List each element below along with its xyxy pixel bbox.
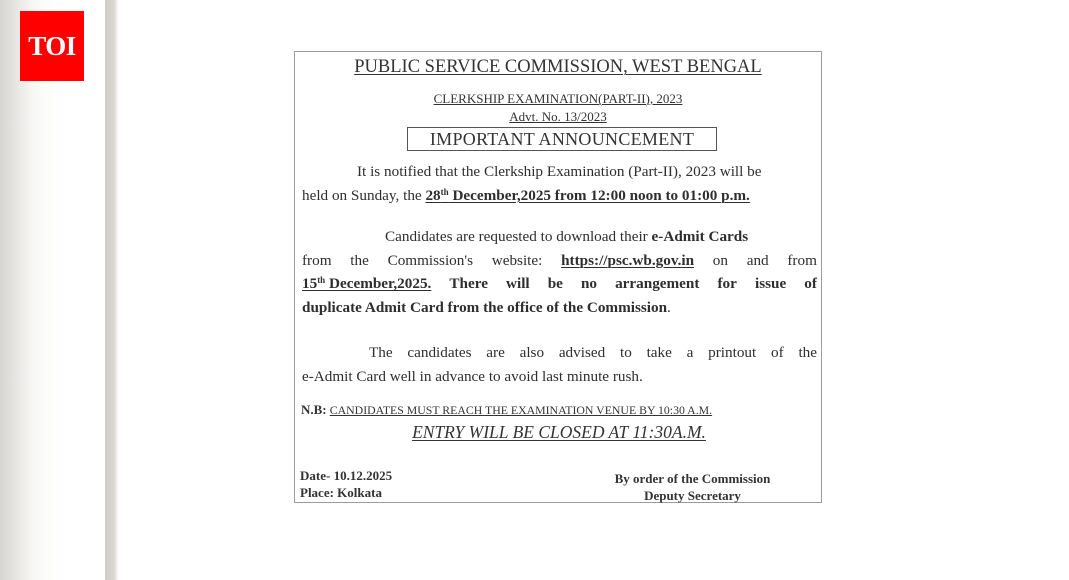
notice-place: Place: Kolkata [300, 485, 382, 500]
word: Commission's [387, 251, 474, 269]
word: are [486, 344, 505, 361]
word: take [646, 344, 672, 361]
exam-title: CLERKSHIP EXAMINATION(PART-II), 2023 [433, 91, 683, 106]
word: advised [558, 344, 606, 361]
word: be [547, 275, 563, 292]
by-order-text: By order of the Commission [614, 471, 771, 486]
para2-line2 [302, 249, 817, 273]
word: on [712, 251, 728, 269]
signature-block [605, 470, 780, 504]
entry-closed-notice: ENTRY WILL BE CLOSED AT 11:30A.M. [412, 422, 706, 442]
nb-label: N.B: [301, 402, 327, 417]
designation: Deputy Secretary [644, 488, 741, 503]
word: a [686, 344, 694, 361]
word: no [580, 275, 598, 292]
left-background-shade [0, 0, 105, 580]
word: of [771, 344, 784, 361]
para1-prefix: held on Sunday, the [302, 186, 426, 204]
notice-date: Date- 10.12.2025 [300, 468, 393, 483]
word: of [804, 275, 817, 292]
word: printout [708, 344, 757, 361]
exam-date-sup: th [440, 186, 449, 197]
duplicate-admit-card-text: duplicate Admit Card from the office of the Commission [302, 298, 668, 316]
nb-note [301, 402, 712, 418]
announcement-heading: IMPORTANT ANNOUNCEMENT [407, 127, 717, 151]
admit-date-day: 15 [302, 275, 318, 292]
para3-line1 [302, 341, 817, 365]
nb-text: CANDIDATES MUST REACH THE EXAMINATION VENUE BY 10:30 A.M. [329, 403, 713, 417]
para1-line1: It is notified that the Clerkship Examination (Part-II), 2023 will be [357, 163, 762, 180]
para3-line2: e-Admit Card well in advance to avoid last minute rush. [302, 367, 643, 385]
toi-logo [20, 11, 84, 81]
paragraph-exam-date [302, 160, 817, 207]
word: the [350, 251, 369, 269]
paragraph-admit-card [302, 225, 817, 319]
word: The [369, 344, 393, 361]
page-edge-shadow [105, 0, 118, 580]
word: and [746, 251, 769, 269]
organization-title: PUBLIC SERVICE COMMISSION, WEST BENGAL [354, 57, 762, 77]
date-place-block [300, 467, 392, 501]
word: for [717, 275, 737, 292]
exam-date-rest: December,2025 from 12:00 noon to 01:00 p.m. [448, 186, 750, 204]
word: from [302, 251, 332, 269]
word: to [619, 344, 632, 361]
word: arrangement [615, 275, 700, 292]
e-admit-cards-text: e-Admit Cards [651, 228, 749, 245]
para2-line4 [302, 296, 817, 320]
notice-box [294, 51, 822, 503]
word: candidates [407, 344, 472, 361]
para2-line1 [302, 225, 817, 249]
para2-line1-text: Candidates are requested to download their [385, 228, 652, 245]
word: issue [754, 275, 787, 292]
logo-text: TOI [28, 30, 76, 61]
admit-date-sup: th [317, 275, 326, 285]
word: website: [491, 251, 543, 269]
word: from [787, 251, 817, 269]
word: will [506, 275, 530, 292]
exam-date-day: 28 [425, 186, 441, 204]
period: . [667, 298, 671, 316]
word: There [449, 275, 488, 292]
word: the [798, 344, 817, 361]
exam-date-time [425, 187, 749, 204]
advt-number: Advt. No. 13/2023 [509, 109, 607, 124]
admit-card-date [302, 272, 431, 296]
para1-line2 [302, 184, 817, 208]
commission-website-link[interactable]: https://psc.wb.gov.in [561, 251, 695, 269]
word: also [519, 344, 545, 361]
admit-date-rest: December,2025. [325, 275, 432, 292]
para2-line3 [302, 272, 817, 296]
paragraph-printout-advice [302, 341, 817, 388]
